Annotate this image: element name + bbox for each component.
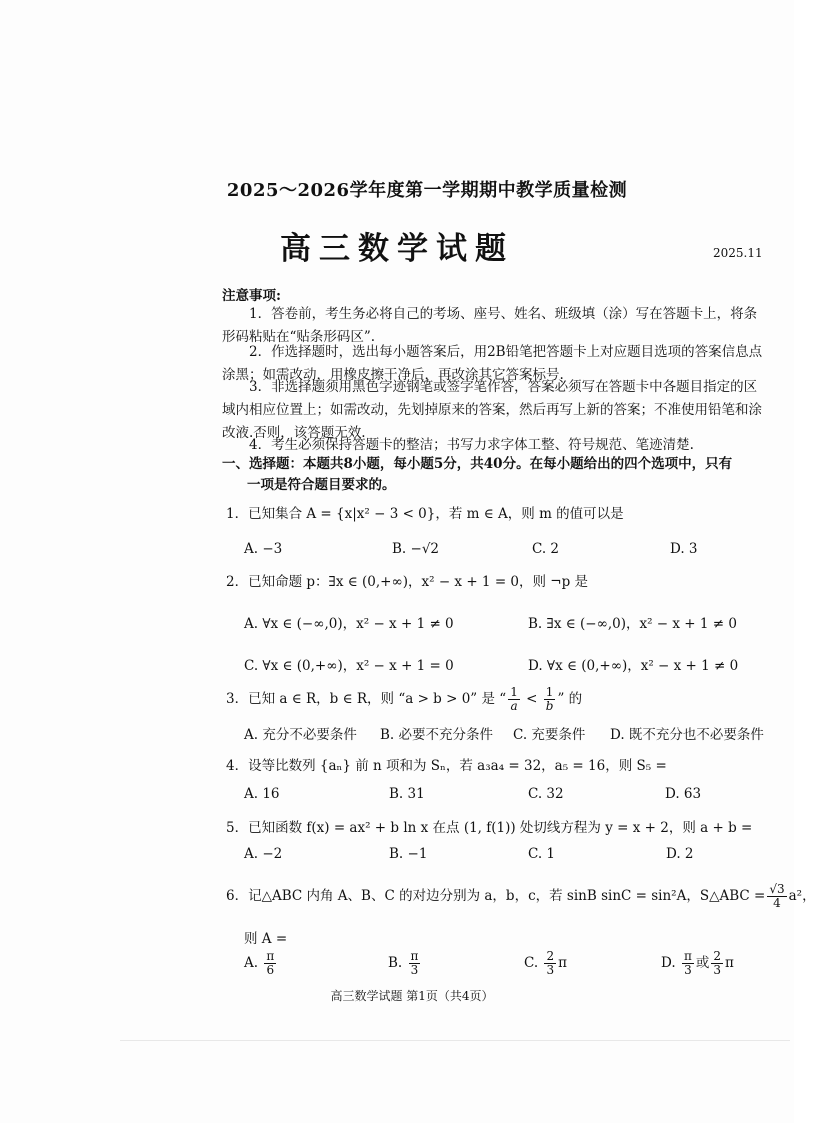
exam-subtitle: 2025～2026学年度第一学期期中教学质量检测 — [226, 180, 628, 201]
question-6-option-d-num-1: π — [683, 949, 692, 963]
question-6-option-a-num: π — [266, 949, 275, 963]
section-heading-line2: 一项是符合题目要求的。 — [247, 477, 396, 493]
question-6-option-d-den-2: 3 — [713, 963, 721, 977]
question-2-option-a: A. ∀x ∈ (−∞,0)，x² − x + 1 ≠ 0 — [244, 616, 454, 632]
section-heading-line1: 一、选择题：本题共8小题，每小题5分，共40分。在每小题给出的四个选项中，只有 — [222, 456, 733, 472]
question-6-option-c-den: 3 — [546, 963, 555, 977]
question-6-option-d-label: D. — [661, 955, 680, 971]
question-1-stem: 1．已知集合 A = {x|x² − 3 < 0}，若 m ∈ A，则 m 的值可以是 — [226, 506, 624, 522]
question-3-stem — [226, 686, 582, 713]
question-6-option-a — [244, 950, 278, 977]
question-6-option-b-den: 3 — [410, 963, 419, 977]
question-2-stem: 2．已知命题 p：∃x ∈ (0,+∞)，x² − x + 1 = 0，则 ¬p 是 — [226, 574, 589, 590]
page-footer: 高三数学试题 第1页（共4页） — [330, 989, 494, 1003]
question-6-stem-pre: 6．记△ABC 内角 A、B、C 的对边分别为 a，b，c，若 sinB sinC = sin²A，S△ABC = — [226, 888, 766, 904]
question-6-option-a-den: 6 — [266, 963, 275, 977]
question-3-less-than: < — [521, 691, 542, 707]
question-6-option-d-fraction-1 — [682, 950, 694, 977]
section-heading — [222, 454, 772, 496]
question-6-area-den: 4 — [773, 896, 781, 910]
question-3-stem-post: ” 的 — [557, 691, 583, 707]
question-6-option-d — [661, 950, 734, 977]
question-3-stem-pre: 3．已知 a ∈ R，b ∈ R，则 “a > b > 0” 是 “ — [226, 691, 507, 707]
question-2-option-b: B. ∃x ∈ (−∞,0)，x² − x + 1 ≠ 0 — [528, 616, 737, 632]
question-6-option-c-num: 2 — [546, 949, 555, 963]
question-2-option-d: D. ∀x ∈ (0,+∞)，x² − x + 1 ≠ 0 — [528, 658, 739, 674]
question-4-option-b: B. 31 — [389, 786, 425, 802]
question-5-option-a: A. −2 — [244, 846, 283, 862]
question-2-option-c: C. ∀x ∈ (0,+∞)，x² − x + 1 = 0 — [244, 658, 454, 674]
question-6-option-c-fraction — [544, 950, 556, 977]
question-6-option-d-fraction-2 — [711, 950, 723, 977]
question-6-stem — [226, 883, 816, 910]
question-4-option-a: A. 16 — [244, 786, 280, 802]
question-6-option-b-num: π — [410, 949, 419, 963]
question-1-option-a: A. −3 — [244, 541, 283, 557]
question-3-fraction-left-num: 1 — [510, 685, 518, 699]
exam-title: 高三数学试题 — [280, 231, 514, 267]
question-6-area-fraction — [767, 883, 786, 910]
scan-edge-line — [120, 1040, 790, 1041]
question-6-option-d-suffix: π — [724, 955, 734, 971]
question-3-fraction-left-den: a — [510, 699, 518, 713]
question-3-option-c: C. 充要条件 — [513, 727, 586, 743]
question-6-option-c — [524, 950, 567, 977]
question-3-fraction-right-num: 1 — [544, 686, 556, 700]
question-6-option-b-label: B. — [388, 955, 407, 971]
question-1-option-d: D. 3 — [670, 541, 698, 557]
question-6-stem-post: a²， — [788, 888, 816, 904]
question-3-fraction-right-den: b — [545, 699, 554, 713]
question-6-option-c-label: C. — [524, 955, 543, 971]
note-item-1: 1．答卷前，考生务必将自己的考场、座号、姓名、班级填（涂）写在答题卡上，将条形码粘贴在“贴条形码区”. — [222, 306, 758, 345]
question-6-option-c-suffix: π — [558, 955, 567, 971]
question-5-option-b: B. −1 — [389, 846, 428, 862]
note-item-3: 3．非选择题须用黑色字迹钢笔或签字笔作答，答案必须写在答题卡中各题目指定的区域内相应位置上；如需改动，先划掉原来的答案，然后再写上新的答案；不准使用铅笔和涂改液.否则，该答题无效. — [222, 379, 762, 441]
notes-heading: 注意事项: — [222, 288, 281, 304]
question-5-stem: 5．已知函数 f(x) = ax² + b ln x 在点 (1, f(1)) 处切线方程为 y = x + 2，则 a + b = — [226, 820, 753, 836]
question-3-option-a: A. 充分不必要条件 — [244, 727, 357, 743]
question-3-fraction-left — [508, 686, 520, 713]
question-6-option-a-label: A. — [244, 955, 263, 971]
note-item-2: 2．作选择题时，选出每小题答案后，用2B铅笔把答题卡上对应题目选项的答案信息点涂黑；如需改动，用橡皮擦干净后，再改涂其它答案标号. — [222, 344, 763, 383]
question-3-option-b: B. 必要不充分条件 — [380, 727, 494, 743]
question-4-stem: 4．设等比数列 {aₙ} 前 n 项和为 Sₙ，若 a₃a₄ = 32，a₅ = 16，则 S₅ = — [226, 758, 667, 774]
question-1-option-b: B. −√2 — [392, 541, 440, 557]
question-4-option-d: D. 63 — [665, 786, 702, 802]
question-5-option-d: D. 2 — [666, 846, 694, 862]
exam-date: 2025.11 — [713, 246, 763, 260]
question-3-option-d: D. 既不充分也不必要条件 — [610, 727, 764, 743]
question-6-option-b-fraction — [409, 950, 421, 977]
question-5-option-c: C. 1 — [528, 846, 556, 862]
question-6-option-d-or: 或 — [695, 955, 710, 971]
question-6-area-num: √3 — [769, 882, 785, 896]
question-6-option-b — [388, 950, 422, 977]
question-4-option-c: C. 32 — [528, 786, 564, 802]
note-item-4: 4．考生必须保持答题卡的整洁；书写力求字体工整、符号规范、笔迹清楚. — [249, 437, 694, 453]
question-6-option-a-fraction — [264, 950, 276, 977]
question-1-option-c: C. 2 — [532, 541, 560, 557]
question-6-option-d-num-2: 2 — [713, 949, 721, 963]
question-6-line2: 则 A = — [244, 931, 288, 947]
question-3-fraction-right — [544, 686, 556, 713]
question-6-option-d-den-1: 3 — [684, 963, 692, 977]
